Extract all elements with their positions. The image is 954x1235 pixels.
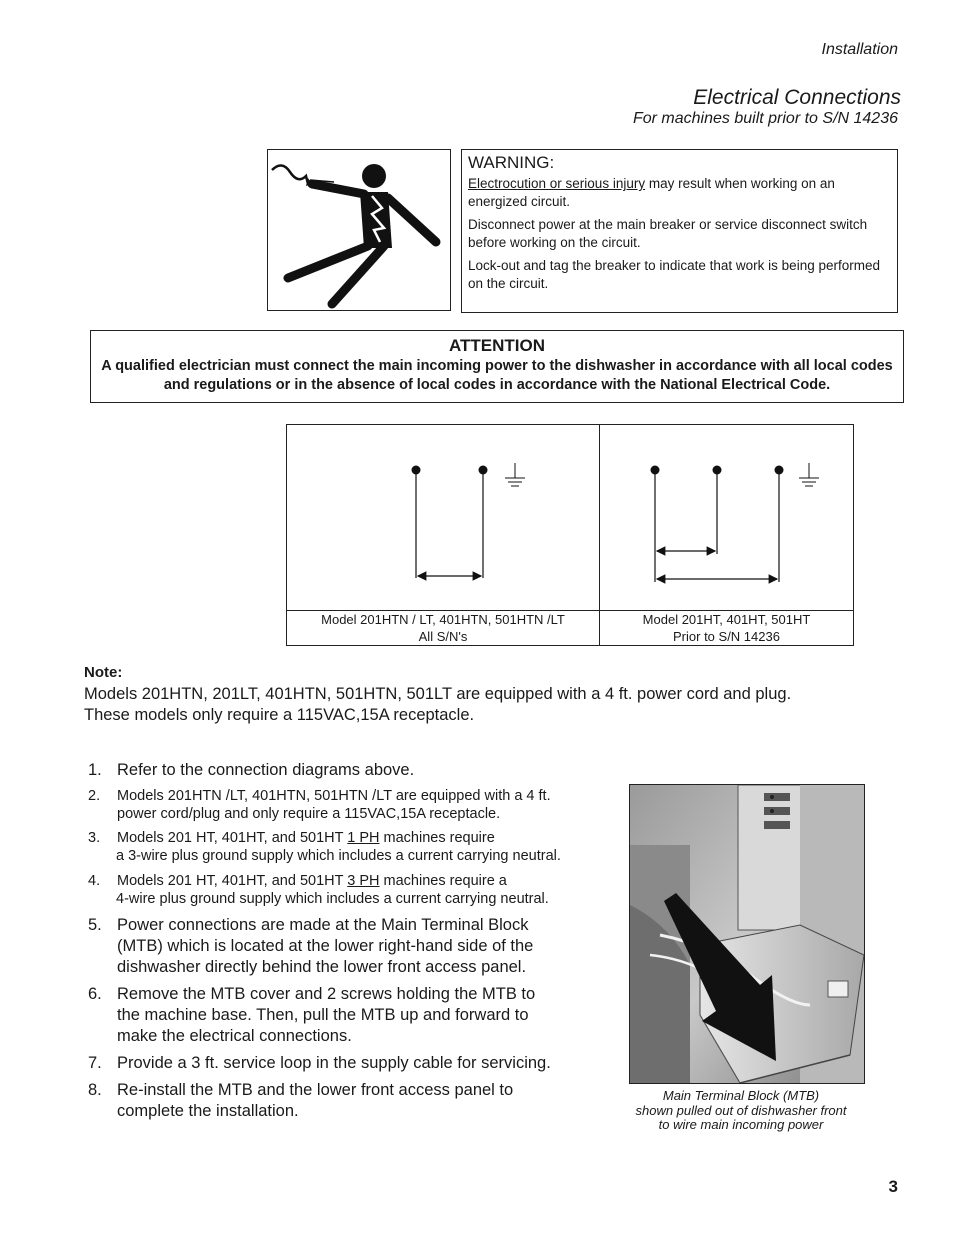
wiring-diagram-table xyxy=(286,424,854,646)
three-phase-wiring-diagram xyxy=(600,425,853,610)
page-number: 3 xyxy=(888,1177,898,1196)
single-phase-wiring-diagram xyxy=(287,425,599,610)
warning-para-1 xyxy=(468,175,891,211)
caption-right-line-1: Model 201HT, 401HT, 501HT xyxy=(642,612,811,627)
warning-para-3: Lock-out and tag the breaker to indicate that work is being performed on the circuit. xyxy=(468,258,880,291)
diagram-caption-right xyxy=(600,610,853,646)
page-subtitle: For machines built prior to S/N 14236 xyxy=(632,110,898,127)
page-title: Electrical Connections xyxy=(693,86,901,109)
warning-box xyxy=(461,149,898,313)
note-line-2: These models only require a 115VAC,15A receptacle. xyxy=(84,706,475,724)
attention-body: A qualified electrician must connect the main incoming power to the dishwasher in accordance with all local codes and regulations or in the absence of local codes in accordance with the National Electrical Code. xyxy=(101,358,893,393)
diagram-caption-left xyxy=(287,610,599,646)
list-item: 1. Refer to the connection diagrams above. xyxy=(88,761,415,779)
list-item: 2. Models 201HTN /LT, 401HTN, 501HTN /LT are equipped with a 4 ft. power cord/plug and only require a 115VAC,15A receptacle. xyxy=(88,788,551,822)
warning-image-box xyxy=(267,149,451,311)
photo-caption-line-3: to wire main incoming power xyxy=(658,1117,824,1132)
installation-steps xyxy=(88,760,608,1122)
warning-emphasis: Electrocution or serious injury xyxy=(468,176,646,191)
diagram-three-phase xyxy=(600,425,853,645)
section-header: Installation xyxy=(821,41,898,58)
attention-box xyxy=(90,330,904,403)
electrocution-hazard-icon xyxy=(268,150,450,310)
ground-symbol-icon xyxy=(505,463,525,486)
list-item: 4. Models 201 HT, 401HT, and 501HT 3 PH machines require a 4-wire plus ground supply which includes a current carrying neutral. xyxy=(88,873,549,907)
caption-left-line-1: Model 201HTN / LT, 401HTN, 501HTN /LT xyxy=(321,612,565,627)
warning-heading: WARNING: xyxy=(468,153,555,172)
ground-symbol-icon xyxy=(799,463,819,486)
note-text xyxy=(84,684,874,726)
caption-right-line-2: Prior to S/N 14236 xyxy=(673,629,780,644)
mtb-photo xyxy=(629,784,865,1084)
photo-caption xyxy=(600,1089,882,1133)
list-item: 5. Power connections are made at the Main Terminal Block (MTB) which is located at the lower right-hand side of the dishwasher directly behind the lower front access panel. xyxy=(88,916,534,976)
list-item: 3. Models 201 HT, 401HT, and 501HT 1 PH machines require a 3-wire plus ground supply which includes a current carrying neutral. xyxy=(88,830,561,864)
mtb-photo-illustration xyxy=(630,785,864,1083)
warning-para-1-rest: may result when working on an energized circuit. xyxy=(468,176,835,209)
list-item: 7. Provide a 3 ft. service loop in the supply cable for servicing. xyxy=(88,1054,551,1072)
list-item: 6. Remove the MTB cover and 2 screws holding the MTB to the machine base. Then, pull the MTB up and forward to make the electrical connections. xyxy=(88,985,536,1045)
caption-left-line-2: All S/N's xyxy=(418,629,468,644)
diagram-single-phase xyxy=(287,425,600,645)
warning-para-2: Disconnect power at the main breaker or service disconnect switch before working on the circuit. xyxy=(468,217,868,250)
attention-heading: ATTENTION xyxy=(448,336,545,355)
note-line-1: Models 201HTN, 201LT, 401HTN, 501HTN, 501LT are equipped with a 4 ft. power cord and plug. xyxy=(84,685,792,703)
photo-caption-line-2: shown pulled out of dishwasher front xyxy=(635,1102,847,1118)
note-label: Note: xyxy=(84,664,123,681)
photo-caption-line-1: Main Terminal Block (MTB) xyxy=(662,1088,820,1103)
list-item: 8. Re-install the MTB and the lower front access panel to complete the installation. xyxy=(88,1081,514,1120)
